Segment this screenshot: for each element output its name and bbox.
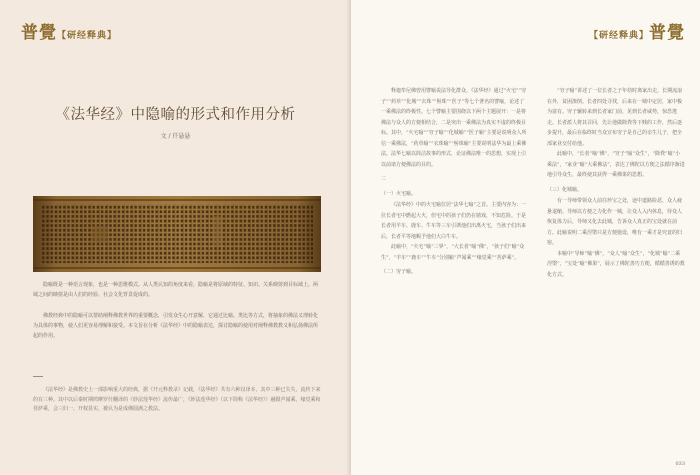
brand-logo: 普覺	[649, 23, 685, 43]
brand-logo: 普覺	[21, 23, 57, 43]
right-page	[351, 0, 700, 475]
subsection-heading: （三）化城喻。	[547, 186, 583, 193]
right-column-1	[381, 86, 529, 279]
body-paragraph: 隐喻既是一种语言现象，也是一种思维模式。从人类认知的角度来看，隐喻是将原域的特征、知识、关系映射到目标域上，两域之间的映射是由人们的经验、社会文化背景促成的。	[33, 282, 319, 298]
page-number: 033	[675, 461, 685, 467]
left-header	[21, 18, 117, 43]
subsection-heading: （一）火宅喻。	[381, 190, 417, 197]
article-author: 文 / 仟悬悬	[160, 133, 191, 140]
right-column-2	[547, 86, 685, 280]
body-paragraph: “穷子喻”讲述了一位长者之子年幼时离家出走，长期流浪在外，贫困潦倒。长者四处寻找，后来在一城中定居，家中极为富有。穷子辗转来到长者家门前，见到长者威势，惊恐逃走。长者派人将其召回，先让他做除粪等下贱的工作，然后逐步提升，最后在临终时当众宣布穷子是自己的亲生儿子，把全部家业交付给他。	[547, 88, 683, 147]
body-paragraph: 《法华经》中的火宅喻位居“法华七喻”之首。主要内容为：一位长者宅中燃起大火，但宅中的孩子们仍在嬉戏，不知危险。于是长者用羊车、鹿车、牛车等三车引诱他们出离火宅，当孩子们出来后，长者平等地赐予他们大白牛车。	[381, 202, 527, 240]
right-header	[589, 18, 685, 43]
body-paragraph: 佛教经典中的隐喻可以帮助阐释佛教世界的重要概念，引发众生心开意解，它通过比喻、类比等方式，将抽象的佛法义理转化为具体的事物，使人们更容易理解和接受。本文旨在分析《法华经》中的隐喻表达，探讨隐喻的使用对阐释佛教教义和弘扬佛法所起的作用。	[33, 313, 319, 339]
article-title: 《法华经》中隐喻的形式和作用分析	[55, 107, 296, 123]
section-label: 【研经释典】	[57, 31, 118, 41]
body-paragraph: 本喻中“导师”喻“佛”，“众人”喻“众生”，“化城”喻“二乘涅槃”，“宝处”喻“佛果”，展示了佛陀善巧方便、循循善诱的教化方式。	[547, 250, 685, 278]
section-label: 【研经释典】	[588, 31, 649, 41]
scroll-illustration	[33, 196, 321, 272]
subsection-heading: （二）穷子喻。	[381, 269, 417, 275]
section-number: 二	[381, 176, 387, 182]
footnote-text: 《法华经》是佛教史上一部影响重大的经典，据《开元释教录》记载，《法华经》共有六种汉译本，其中三种已失失，流传下来的有三种。其中以后秦时期鸠摩罗什翻译的《妙法莲华经》流传最广，《妙法莲华经》（以下简称《法华经》）融摄声闻乘、缘觉乘和菩萨乘，会三归一、开权显实，被认为是成佛圆满之教法。	[33, 387, 321, 412]
body-paragraph: 释迦牟尼佛曾用譬喻说法导化群众。《法华经》通过“火宅”“穷子”“药草”“化城”“衣珠”“髻珠”“医子”等七个著名的譬喻，论述了一乘佛法的终极性。七个譬喻主要围绕以下两个主题展开：一是将佛法与众人的方便相结合，二是突出一乘佛法为真实不虚的终极目标。其中，“火宅喻”“穷子喻”“化城喻”“医子喻”主要是说明众人所信一乘佛法，“药草喻”“衣珠喻”“髻珠喻”主要说明法华为最上乘佛法。法华七喻以简洁故事的形式，论证佛法唯一的思想，实现上引以前诸方便佛法的目的。	[381, 88, 527, 168]
body-paragraph: 有一导师带领众人前往珍宝之处，途中道路险恶，众人疲惫退缩。导师以方便之力化作一城，让众人入内休息，待众人恢复体力后，导师又化去此城，告诉众人真正的宝处就在前方。此喻说明二乘涅槃只是方便施设，唯有一乘才是究竟的归宿。	[547, 198, 683, 246]
footnote-divider	[33, 376, 43, 377]
body-paragraph: 此喻中，“长者”喻“佛”，“穷子”喻“众生”，“除粪”喻“小乘法”，“家业”喻“大乘佛法”，表达了佛陀以方便之法循序渐进地引导众生，最终使其获得一乘佛果的思想。	[547, 151, 685, 178]
sutra-scroll-image	[33, 196, 321, 272]
body-paragraph: 此喻中，“火宅”喻“三界”，“大长者”喻“佛”，“孩子们”喻“众生”，“羊车”“鹿车”“牛车”分别喻“声闻乘”“缘觉乘”“菩萨乘”。	[381, 244, 525, 261]
